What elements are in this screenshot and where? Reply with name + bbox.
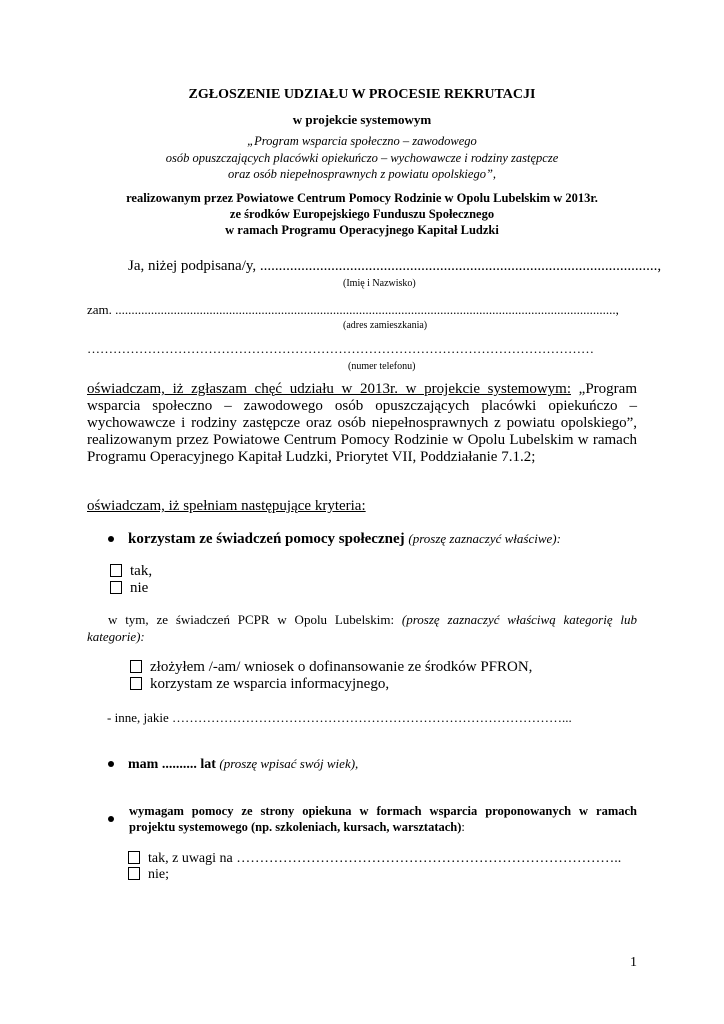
page-number: 1 (630, 955, 637, 970)
criteria-social-assistance (108, 531, 561, 548)
criteria-age-label: mam .......... lat (128, 757, 216, 772)
declaration-participation-lead: oświadczam, iż zgłaszam chęć udziału w 2013r. w projekcie systemowym: (87, 381, 571, 397)
criteria-age-hint: (proszę wpisać swój wiek), (219, 756, 359, 771)
realized-line-3: w ramach Programu Operacyjnego Kapitał Ludzki (225, 223, 499, 237)
criteria-social-assistance-label: korzystam ze świadczeń pomocy społecznej (128, 531, 405, 547)
checkbox-icon[interactable] (130, 677, 142, 690)
address-caption: (adres zamieszkania) (343, 320, 428, 331)
program-name-line-1: „Program wsparcia społeczno – zawodowego (247, 134, 477, 148)
option-pfron-application-label: złożyłem /-am/ wniosek o dofinansowanie ze środków PFRON, (150, 659, 533, 675)
program-name-line-3: oraz osób niepełnosprawnych z powiatu opolskiego”, (227, 167, 497, 181)
option-no-social[interactable] (110, 580, 148, 597)
document-subtitle: w projekcie systemowym (292, 112, 432, 127)
name-caption: (Imię i Nazwisko) (343, 278, 416, 289)
pcpr-benefits-text (87, 611, 637, 645)
criteria-age (108, 756, 358, 773)
option-no-caretaker[interactable] (128, 867, 169, 883)
program-name-line-2: osób opuszczających placówki opiekuńczo – wychowawcze i rodziny zastępcze (165, 151, 559, 165)
checkbox-icon[interactable] (128, 867, 140, 880)
option-yes-caretaker-label: tak, z uwagi na ……………………………………………………………………….. (148, 851, 622, 866)
phone-field-line: ……………………………………………………………………………………………………… (87, 341, 594, 356)
option-yes-social[interactable] (110, 563, 152, 580)
option-yes-social-label: tak, (130, 563, 153, 579)
declaration-participation-body: „Program wsparcia społeczno – zawodowego osób opuszczających placówki opiekuńczo – wychowawcze i rodziny zastępcze oraz osób niepełnosprawnych z powiatu opolskiego”, realizowanym przez Powiatowe Centrum Pomocy Rodzinie w Opolu Lubelskim w ramach Programu Operacyjnego Kapitał Ludzki, Priorytet VII, Poddziałanie 7.1.2; (87, 381, 637, 465)
pcpr-benefits-hint: (proszę zaznaczyć właściwą kategorię lub kategorie): (87, 612, 638, 644)
other-benefits-field: - inne, jakie ………………………………………………………………………………... (107, 710, 572, 725)
declaration-participation (87, 381, 637, 466)
bullet-icon (108, 816, 114, 822)
checkbox-icon[interactable] (110, 581, 122, 594)
bullet-icon (108, 536, 114, 542)
option-no-caretaker-label: nie; (148, 867, 169, 882)
pcpr-benefits-lead: w tym, ze świadczeń PCPR w Opolu Lubelskim: (108, 612, 395, 627)
phone-caption: (numer telefonu) (348, 361, 416, 372)
option-no-social-label: nie (130, 580, 149, 596)
address-field-line: zam. .........................................................................................................................................................., (87, 302, 619, 317)
option-pfron-application[interactable] (130, 659, 532, 676)
declaration-criteria: oświadczam, iż spełniam następujące kryteria: (87, 498, 366, 514)
criteria-social-assistance-hint: (proszę zaznaczyć właściwe): (408, 531, 561, 546)
name-field-line: Ja, niżej podpisana/y, .........................................................................................................., (128, 258, 662, 274)
option-information-support-label: korzystam ze wsparcia informacyjnego, (150, 676, 390, 692)
realized-line-1: realizowanym przez Powiatowe Centrum Pomocy Rodzinie w Opolu Lubelskim w 2013r. (126, 191, 598, 205)
option-information-support[interactable] (130, 676, 389, 693)
option-yes-caretaker[interactable] (128, 851, 621, 867)
document-title: ZGŁOSZENIE UDZIAŁU W PROCESIE REKRUTACJI (188, 87, 536, 102)
criteria-caretaker-colon: : (461, 820, 465, 834)
realized-line-2: ze środków Europejskiego Funduszu Społecznego (229, 207, 495, 221)
checkbox-icon[interactable] (110, 564, 122, 577)
checkbox-icon[interactable] (128, 851, 140, 864)
criteria-caretaker (129, 803, 637, 835)
criteria-caretaker-label: wymagam pomocy ze strony opiekuna w formach wsparcia proponowanych w ramach projektu systemowego (np. szkoleniach, kursach, warsztatach) (129, 804, 637, 834)
bullet-icon (108, 761, 114, 767)
checkbox-icon[interactable] (130, 660, 142, 673)
